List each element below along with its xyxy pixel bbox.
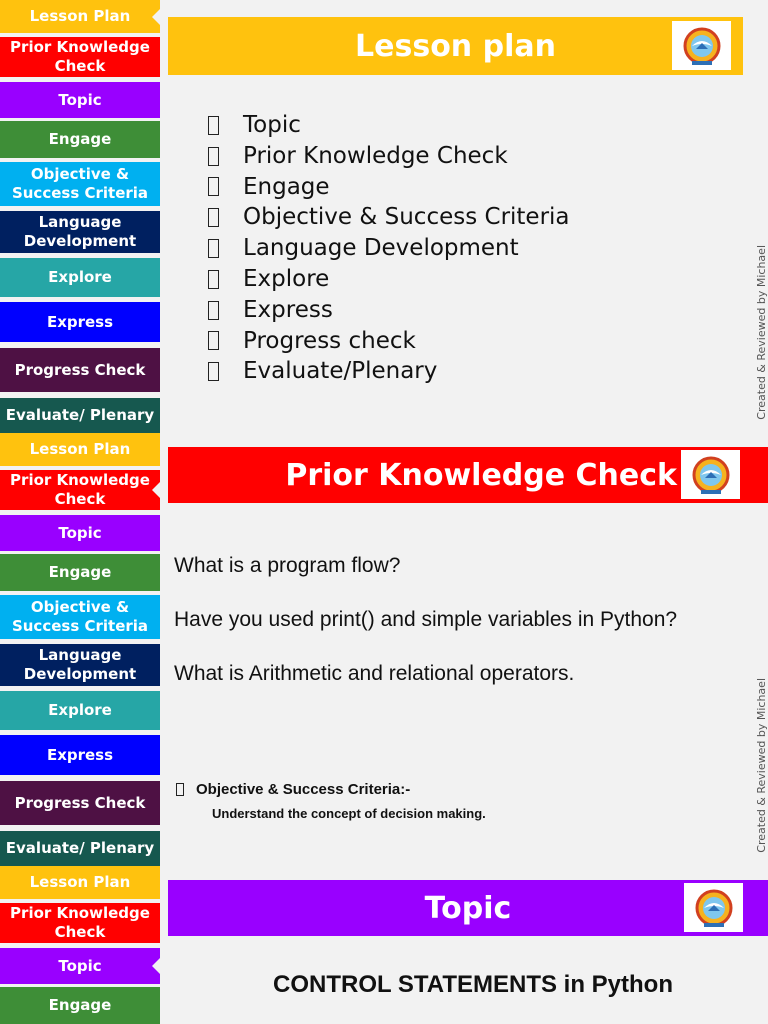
nav-engage[interactable]: Engage: [0, 121, 160, 158]
nav-progress[interactable]: Progress Check: [0, 348, 160, 392]
checkbox-icon: [176, 783, 184, 796]
watermark: Created & Reviewed by Michael: [755, 245, 768, 420]
nav-lesson-plan[interactable]: Lesson Plan: [0, 0, 160, 33]
slide-title-banner: [168, 447, 768, 503]
lesson-plan-list: [204, 110, 570, 387]
nav-topic[interactable]: Topic: [0, 82, 160, 118]
nav-lesson-plan[interactable]: Lesson Plan: [0, 433, 160, 466]
list-item: Express: [204, 295, 570, 326]
question-3: What is Arithmetic and relational operators.: [174, 662, 575, 685]
slide-title: Prior Knowledge Check: [285, 457, 677, 493]
topic-heading: CONTROL STATEMENTS in Python: [273, 971, 673, 998]
checkbox-icon: [208, 331, 219, 350]
school-logo-icon: [684, 883, 743, 932]
nav-explore[interactable]: Explore: [0, 691, 160, 730]
nav-prior-knowledge[interactable]: Prior Knowledge Check: [0, 37, 160, 77]
slide-prior-knowledge: [0, 433, 768, 866]
slide-title: Lesson plan: [355, 28, 556, 64]
nav-express[interactable]: Express: [0, 302, 160, 342]
checkbox-icon: [208, 301, 219, 320]
slide-title: Topic: [424, 890, 512, 926]
nav-engage[interactable]: Engage: [0, 554, 160, 591]
nav-topic[interactable]: Topic: [0, 515, 160, 551]
nav-evaluate[interactable]: Evaluate/ Plenary: [0, 831, 160, 866]
list-item: Progress check: [204, 326, 570, 357]
nav-language[interactable]: Language Development: [0, 211, 160, 253]
list-item: Evaluate/Plenary: [204, 356, 570, 387]
nav-objective[interactable]: Objective & Success Criteria: [0, 162, 160, 206]
question-1: What is a program flow?: [174, 554, 401, 577]
question-2: Have you used print() and simple variables in Python?: [174, 608, 678, 631]
nav-topic[interactable]: Topic: [0, 948, 160, 984]
watermark: Created & Reviewed by Michael: [755, 678, 768, 853]
nav-objective[interactable]: Objective & Success Criteria: [0, 595, 160, 639]
nav-lesson-plan[interactable]: Lesson Plan: [0, 866, 160, 899]
checkbox-icon: [208, 270, 219, 289]
checkbox-icon: [208, 239, 219, 258]
nav-prior-knowledge[interactable]: Prior Knowledge Check: [0, 470, 160, 510]
list-item: Prior Knowledge Check: [204, 141, 570, 172]
objective-text: Understand the concept of decision making.: [212, 806, 486, 821]
checkbox-icon: [208, 177, 219, 196]
slide-topic: [0, 866, 768, 1024]
school-logo-icon: [681, 450, 740, 499]
nav-explore[interactable]: Explore: [0, 258, 160, 297]
slide-title-banner: [168, 17, 743, 75]
list-item: Objective & Success Criteria: [204, 202, 570, 233]
slide-title-banner: [168, 880, 768, 936]
checkbox-icon: [208, 147, 219, 166]
list-item: Topic: [204, 110, 570, 141]
school-logo-icon: [672, 21, 731, 70]
nav-engage[interactable]: Engage: [0, 987, 160, 1024]
list-item: Engage: [204, 172, 570, 203]
nav-express[interactable]: Express: [0, 735, 160, 775]
objective-heading: Objective & Success Criteria:-: [176, 781, 410, 798]
nav-progress[interactable]: Progress Check: [0, 781, 160, 825]
checkbox-icon: [208, 362, 219, 381]
list-item: Language Development: [204, 233, 570, 264]
slide-lesson-plan: [0, 0, 768, 433]
checkbox-icon: [208, 208, 219, 227]
nav-prior-knowledge[interactable]: Prior Knowledge Check: [0, 903, 160, 943]
nav-evaluate[interactable]: Evaluate/ Plenary: [0, 398, 160, 433]
checkbox-icon: [208, 116, 219, 135]
nav-language[interactable]: Language Development: [0, 644, 160, 686]
list-item: Explore: [204, 264, 570, 295]
